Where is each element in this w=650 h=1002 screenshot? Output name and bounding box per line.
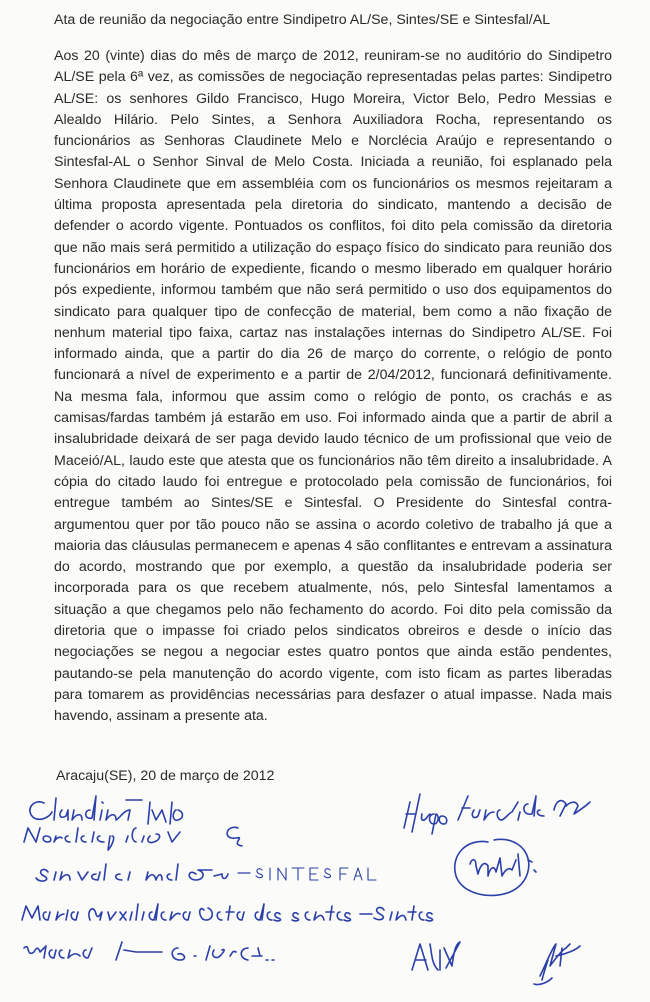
signature-circle xyxy=(455,839,536,895)
signatures-area xyxy=(0,780,650,1002)
signature-sinval xyxy=(36,864,376,881)
signature-norclecia xyxy=(24,827,242,850)
place-date: Aracaju(SE), 20 de março de 2012 xyxy=(56,768,275,784)
signature-hugo xyxy=(404,794,590,834)
signature-claudinete xyxy=(30,796,183,824)
signature-bottom-left xyxy=(24,942,274,960)
document-body: Aos 20 (vinte) dias do mês de março de 2012, reuniram-se no auditório do Sindipetro AL/SE pela 6ª vez, as comissões de negociação representadas pelas partes: Sindipetro AL/SE: os senhores Gildo Francisco, Hugo Moreira, Victor Belo, Pedro Messias e Alealdo Hilário. Pelo Sintes, a Senhora Auxiliadora Rocha, representando os funcionários as Senhoras Claudinete Melo e Norclécia Araújo e representando o Sintesfal-AL o Senhor Sinval de Melo Costa. Iniciada a reunião, foi esplanado pela Senhora Claudinete que em assembléia com os funcionários os mesmos rejeitaram a última proposta apresentada pela diretoria do sindicato, mantendo a decisão de defender o acordo vigente. Pontuados os conflitos, foi dito pela comissão da diretoria que não mais será permitido a utilização do espaço físico do sindicato para reunião dos funcionários em horário de expediente, ficando o mesmo liberado em qualquer horário pós expediente, informou também que não será permitido o uso dos equipamentos do sindicato para qualquer tipo de confecção de material, bem como a não fixação de nenhum material tipo faixa, cartaz nas instalações internas do Sindipetro AL/SE. Foi informado ainda, que a partir do dia 26 de março do corrente, o relógio de ponto funcionará a nível de experimento e a partir de 2/04/2012, funcionará definitivamente. Na mesma fala, informou que assim como o relógio de ponto, os crachás e as camisas/fardas também já estarão em uso. Foi informado ainda que a partir de abril a insalubridade deixará de ser paga devido laudo técnico de um profissional que veio de Maceió/AL, laudo este que atesta que os funcionários não têm direito a insalubridade. A cópia do citado laudo foi entregue e protocolado pela comissão de funcionários, foi entregue também ao Sintes/SE e Sintesfal. O Presidente do Sintesfal contra-argumentou quer por tão pouco não se assina o acordo coletivo de trabalho já que a maioria das cláusulas permanecem e apenas 4 são conflitantes e entrevam a assinatura do acordo, mostrando que por exemplo, a questão da insalubridade poderia ser incorporada para os que recebem atualmente, nós, pelo Sintesfal lamentamos a situação a que chegamos pelo não fechamento do acordo. Foi dito pela comissão da diretoria que o impasse foi criado pelos sindicatos obreiros e desde o início das negociações se negou a negociar estes quatro pontos que ainda estão pendentes, pautando-se pela manutenção do acordo vigente, com isto ficam as partes liberadas para tomarem as providências necessárias para desfazer o atual impasse. Nada mais havendo, assinam a presente ata. xyxy=(54,48,612,725)
document-title: Ata de reunião da negociação entre Sindipetro AL/Se, Sintes/SE e Sintesfal/AL xyxy=(54,12,551,28)
signature-auxiliadora xyxy=(22,904,433,921)
signature-bottom-right-1 xyxy=(412,942,460,970)
signatures-drawing xyxy=(0,780,650,1002)
signature-bottom-right-2 xyxy=(534,944,580,985)
